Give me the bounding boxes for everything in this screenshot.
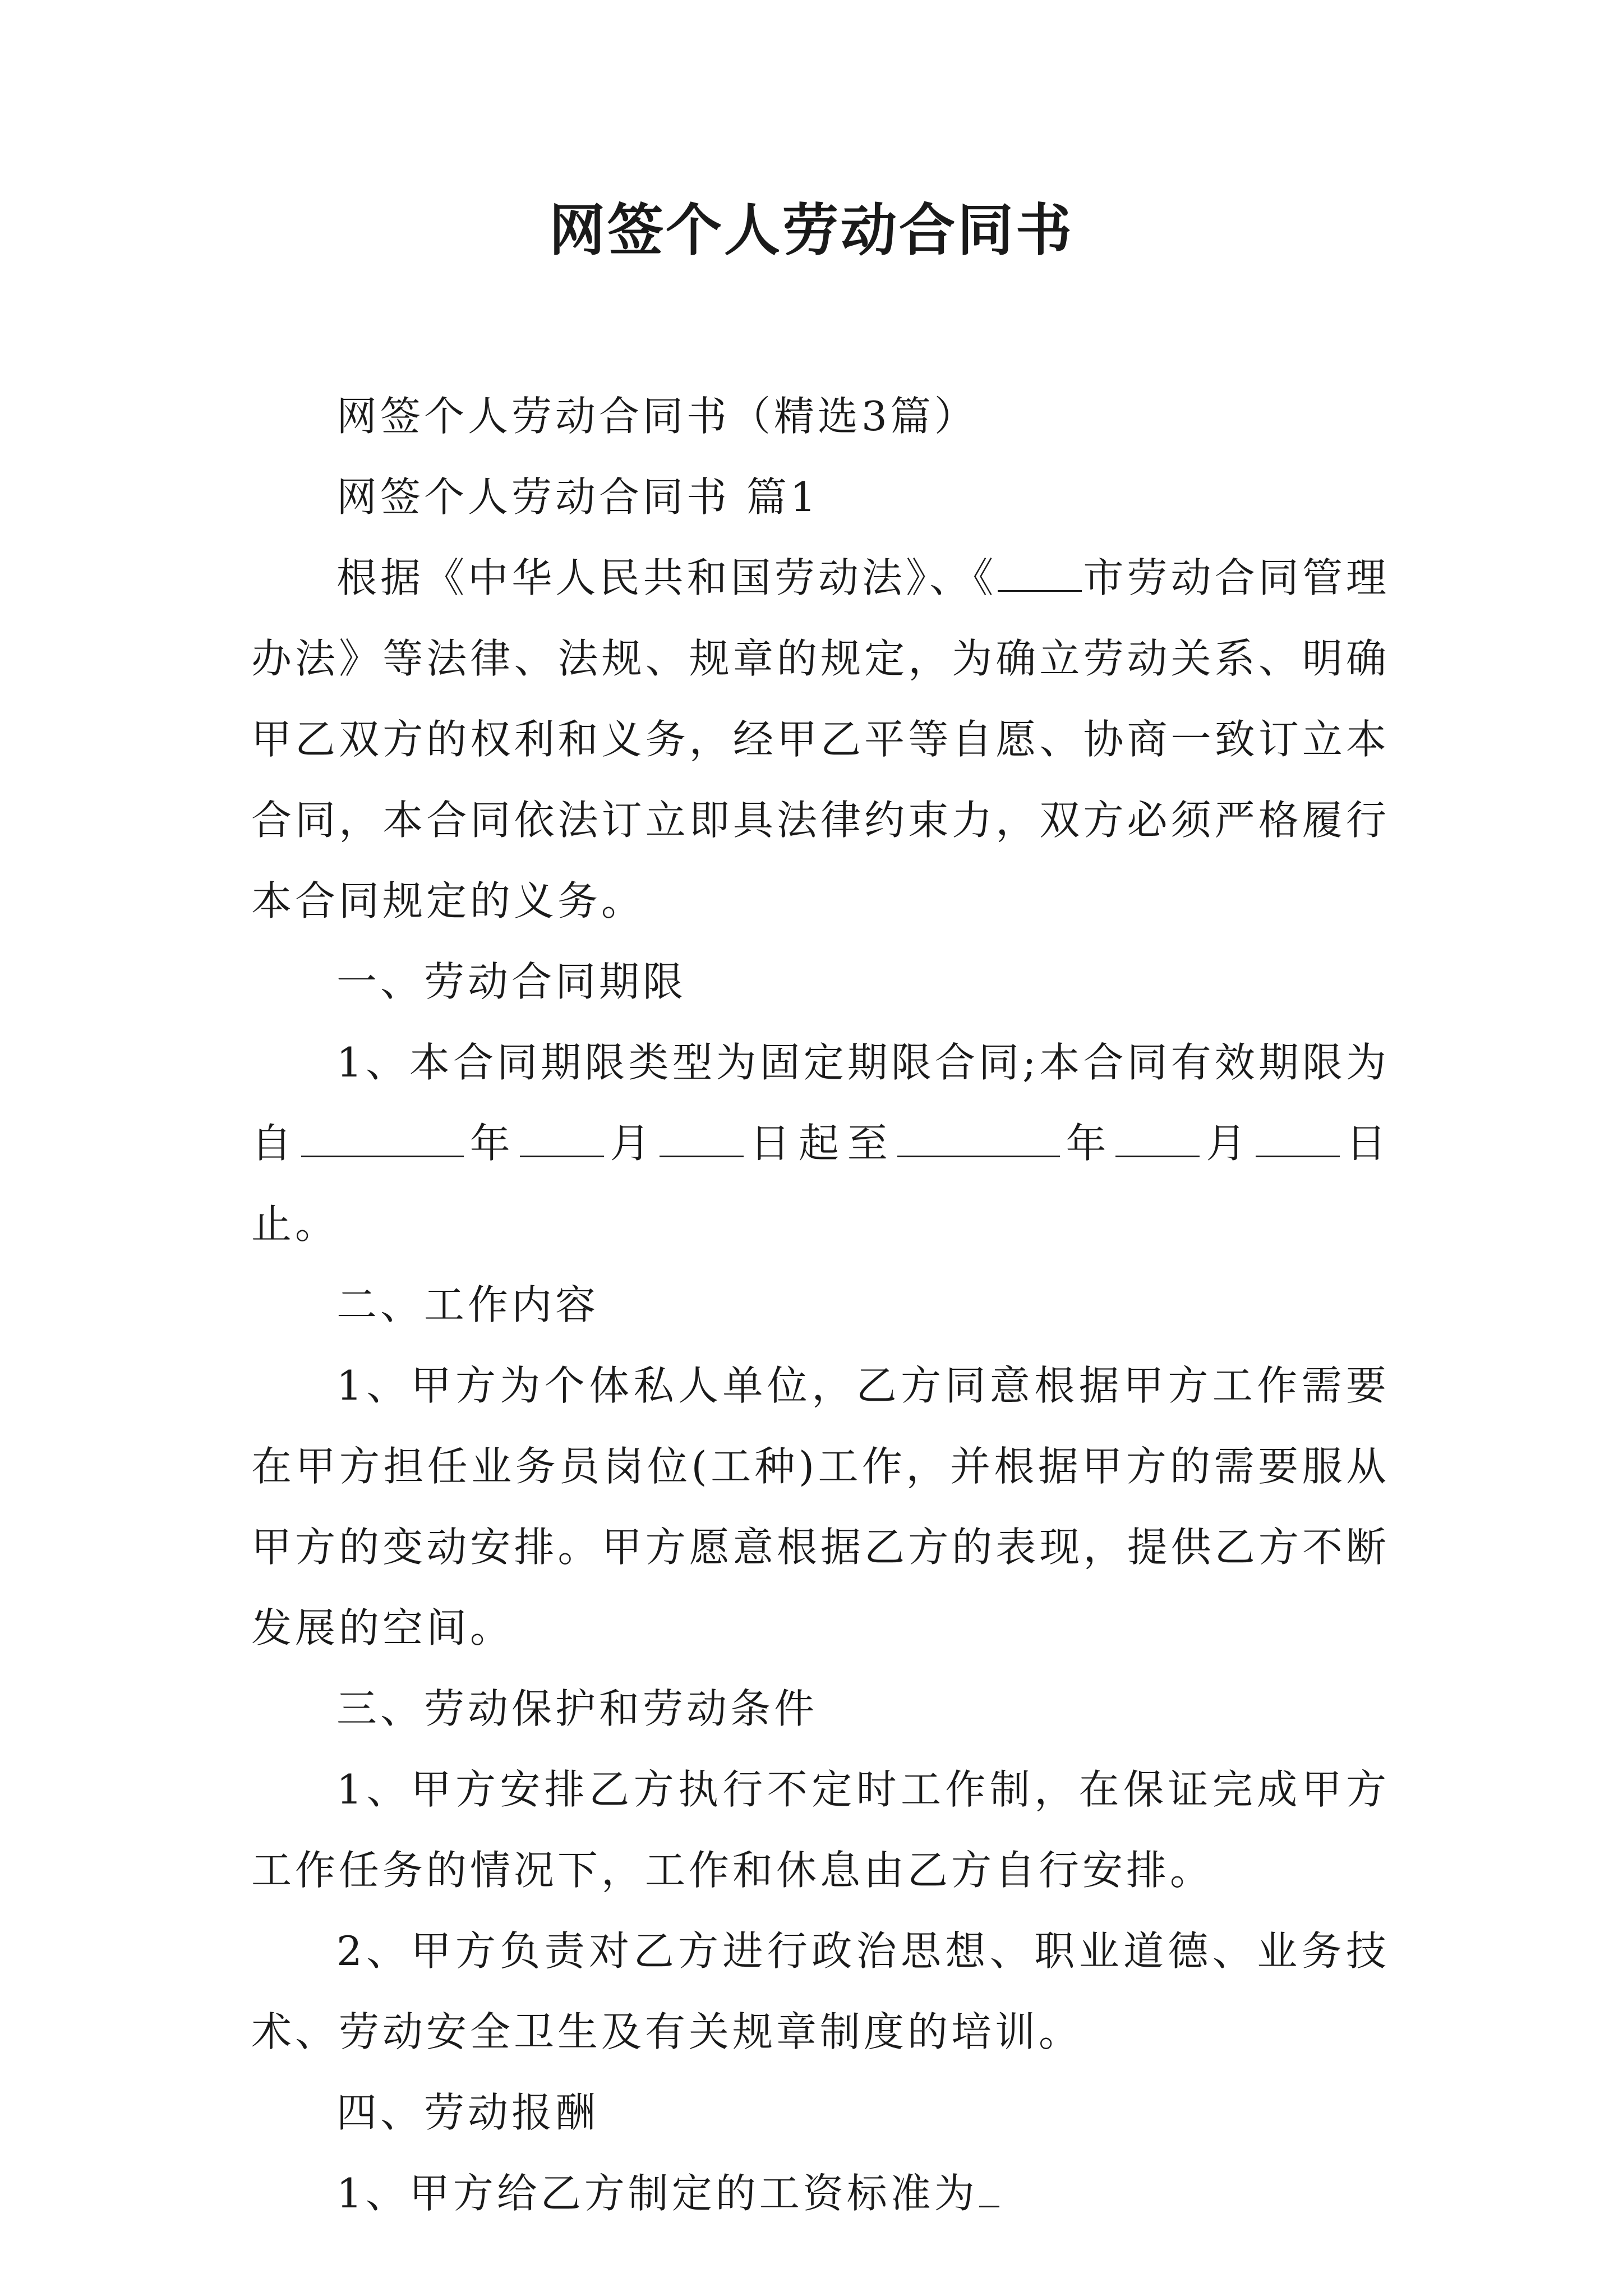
section-3-item-1: 1、甲方安排乙方执行不定时工作制，在保证完成甲方工作任务的情况下，工作和休息由乙方自行安排。 bbox=[251, 1766, 1390, 1894]
end-year-label: 年 bbox=[1061, 1120, 1115, 1167]
start-year-label: 年 bbox=[464, 1120, 519, 1167]
section-3-title: 三、劳动保护和劳动条件 bbox=[336, 1685, 818, 1732]
city-blank bbox=[998, 555, 1082, 592]
term-text: 1、本合同期限类型为固定期限合同;本合同有效期限为自 bbox=[251, 1039, 1390, 1167]
section-3-item-2: 2、甲方负责对乙方进行政治思想、职业道德、业务技术、劳动安全卫生及有关规章制度的培训。 bbox=[251, 1927, 1390, 2055]
end-day-label: 日止。 bbox=[251, 1120, 1390, 1248]
intro-text-a: 根据《中华人民共和国劳动法》、《 bbox=[336, 554, 997, 601]
end-month-blank bbox=[1115, 1121, 1200, 1157]
section-1-title: 一、劳动合同期限 bbox=[336, 958, 687, 1005]
section-2-item-1: 1、甲方为个体私人单位，乙方同意根据甲方工作需要在甲方担任业务员岗位(工种)工作，并根据甲方的需要服从甲方的变动安排。甲方愿意根据乙方的表现，提供乙方不断发展的空间。 bbox=[251, 1362, 1390, 1651]
section-1-item-1 bbox=[251, 1022, 1390, 1264]
start-month-blank bbox=[520, 1121, 604, 1157]
start-day-label: 日起至 bbox=[745, 1120, 896, 1167]
start-month-label: 月 bbox=[605, 1120, 659, 1167]
end-year-blank bbox=[897, 1121, 1060, 1157]
wage-blank bbox=[979, 2171, 999, 2207]
intro-paragraph bbox=[251, 537, 1390, 941]
start-day-blank bbox=[660, 1121, 744, 1157]
subtitle: 网签个人劳动合同书（精选3篇） bbox=[336, 393, 978, 440]
part-heading: 网签个人劳动合同书 篇1 bbox=[336, 473, 819, 521]
start-year-blank bbox=[301, 1121, 464, 1157]
section-2-title: 二、工作内容 bbox=[336, 1281, 600, 1328]
end-month-label: 月 bbox=[1201, 1120, 1255, 1167]
document-body bbox=[251, 376, 1390, 2234]
wage-text: 1、甲方给乙方制定的工资标准为 bbox=[336, 2170, 978, 2217]
section-4-title: 四、劳动报酬 bbox=[336, 2089, 600, 2136]
document-title: 网签个人劳动合同书 bbox=[549, 197, 1074, 263]
intro-text-b: 市劳动合同管理办法》等法律、法规、规章的规定，为确立劳动关系、明确甲乙双方的权利和义务，经甲乙平等自愿、协商一致订立本合同，本合同依法订立即具法律约束力，双方必须严格履行本合同规定的义务。 bbox=[251, 554, 1390, 924]
end-day-blank bbox=[1256, 1121, 1340, 1157]
section-4-item-1 bbox=[251, 2153, 1390, 2234]
